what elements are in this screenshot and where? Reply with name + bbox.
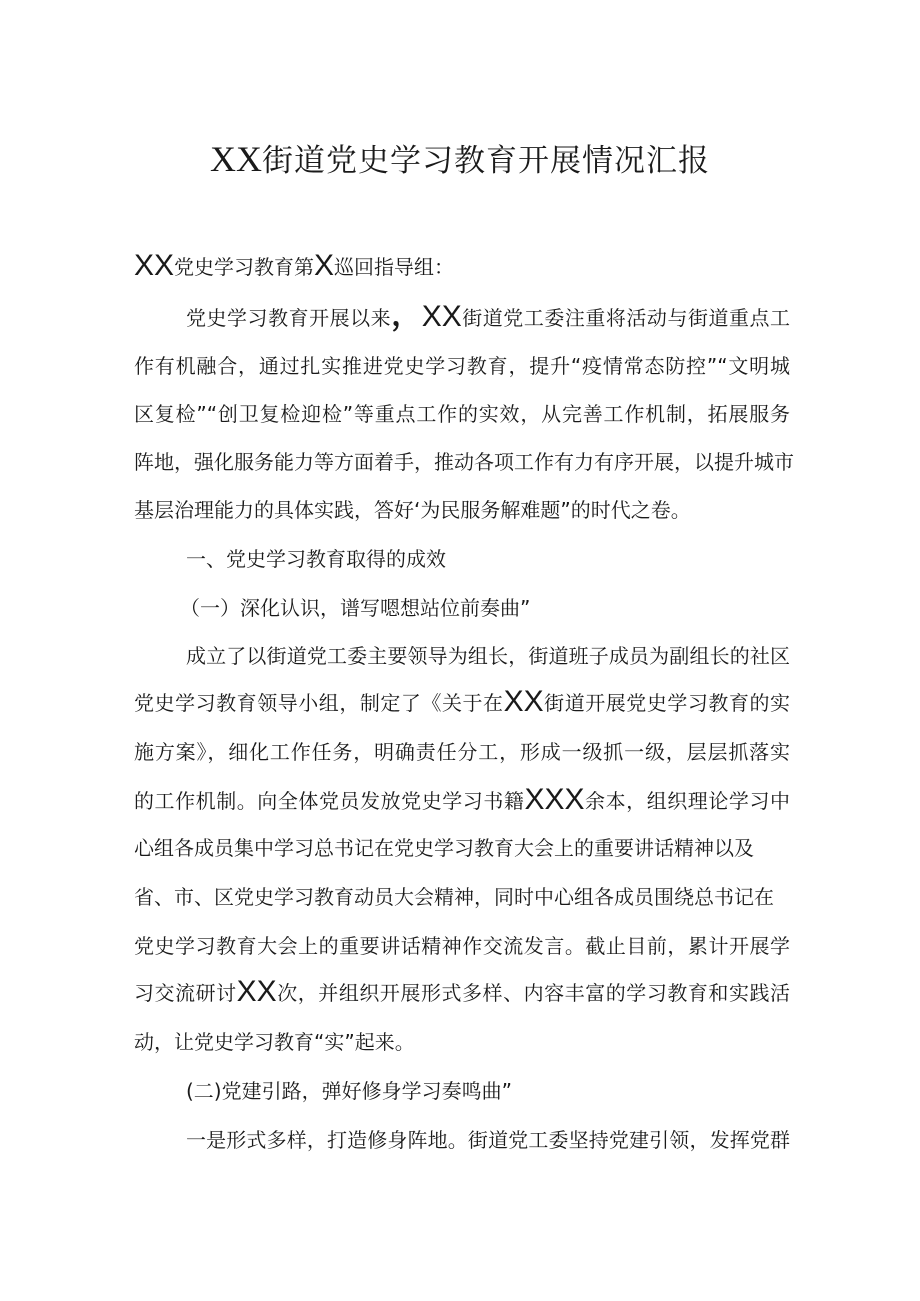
title-xx: XX xyxy=(210,139,262,179)
paragraph-2-line-6: 省、市、区党史学习教育动员大会精神，同时中心组各成员围绕总书记在 xyxy=(134,885,774,909)
paragraph-2-line-1: 成立了以街道党工委主要领导为组长，街道班子成员为副组长的社区 xyxy=(186,644,790,668)
paragraph-1-line-1: 党史学习教育开展以来，XX街道党工委注重将活动与街道重点工 xyxy=(186,298,791,333)
paragraph-2-line-4: 的工作机制。向全体党员发放党史学习书籍XXX余本，组织理论学习中 xyxy=(134,783,791,816)
paragraph-2-line-3: 施方案》，细化工作任务，明确责任分工，形成一级抓一级，层层抓落实 xyxy=(134,740,790,764)
salutation: XX党史学习教育第X巡回指导组： xyxy=(134,249,455,282)
paragraph-2-line-5: 心组各成员集中学习总书记在党史学习教育大会上的重要讲话精神以及 xyxy=(134,836,754,860)
document-title xyxy=(0,136,920,184)
paragraph-1-line-5: 基层治理能力的具体实践，答好‘为民服务解难题”的时代之卷。 xyxy=(134,498,691,522)
paragraph-1-line-3: 区复检”“创卫复检迎检”等重点工作的实效，从完善工作机制，拓展服务 xyxy=(134,402,790,426)
paragraph-2-line-8: 习交流研讨XX次，并组织开展形式多样、内容丰富的学习教育和实践活 xyxy=(134,975,791,1008)
paragraph-2-line-7: 党史学习教育大会上的重要讲话精神作交流发言。截止目前，累计开展学 xyxy=(134,934,790,958)
paragraph-3-line-1: 一是形式多样，打造修身阵地。街道党工委坚持党建引领，发挥党群 xyxy=(186,1128,790,1152)
paragraph-2-line-9: 动，让党史学习教育“实”起来。 xyxy=(134,1030,415,1054)
heading-1: 一、党史学习教育取得的成效 xyxy=(186,547,446,571)
heading-2: （一）深化认识，谱写嗯想站位前奏曲” xyxy=(180,596,531,620)
paragraph-1-line-2: 作有机融合，通过扎实推进党史学习教育，提升“疫情常态防控”“文明城 xyxy=(134,354,790,378)
paragraph-1-line-4: 阵地，强化服务能力等方面着手，推动各项工作有力有序开展，以提升城市 xyxy=(134,450,794,474)
heading-3: (二)党建引路，弹好修身学习奏鸣曲” xyxy=(186,1079,512,1103)
title-text: 街道党史学习教育开展情况汇报 xyxy=(262,143,710,179)
paragraph-2-line-2: 党史学习教育领导小组，制定了《关于在XX街道开展党史学习教育的实 xyxy=(134,685,791,718)
